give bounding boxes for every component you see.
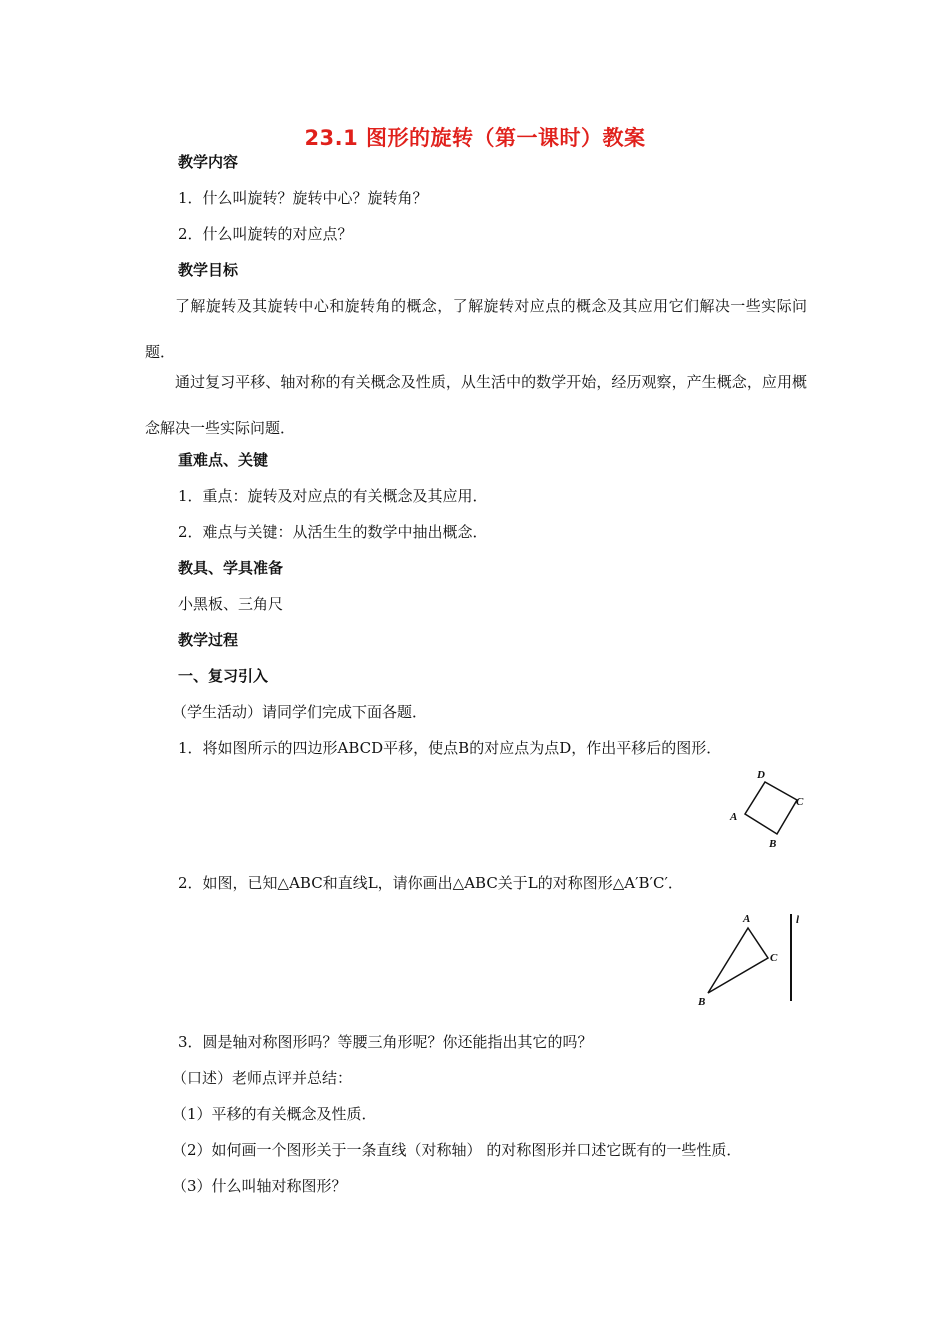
- heading-teaching-content: 教学内容: [178, 153, 239, 171]
- label-b: B: [769, 838, 777, 850]
- student-activity: （学生活动）请同学们完成下面各题．: [172, 703, 428, 721]
- question-3: 3．圆是轴对称图形吗？等腰三角形呢？你还能指出其它的吗？: [178, 1033, 593, 1051]
- heading-review: 一、复习引入: [178, 667, 269, 685]
- heading-key-points: 重难点、关键: [178, 451, 269, 469]
- content-item-1: 1．什么叫旋转？旋转中心？旋转角？: [178, 189, 428, 207]
- summary-intro: （口述）老师点评并总结：: [172, 1069, 353, 1087]
- tools-text: 小黑板、三角尺: [178, 595, 284, 613]
- question-2: 2．如图，已知△ABC和直线L，请你画出△ABC关于L的对称图形△A′B′C′．: [178, 874, 683, 892]
- heading-teaching-process: 教学过程: [178, 631, 239, 649]
- label-b2: B: [698, 996, 706, 1008]
- key-point-1: 1．重点：旋转及对应点的有关概念及其应用．: [178, 487, 488, 505]
- label-a2: A: [743, 913, 751, 925]
- heading-teaching-goals: 教学目标: [178, 261, 239, 279]
- label-c2: C: [770, 952, 778, 964]
- content-item-2: 2．什么叫旋转的对应点？: [178, 225, 353, 243]
- key-point-2: 2．难点与关键：从活生生的数学中抽出概念．: [178, 523, 488, 541]
- triangle-abc: [708, 928, 768, 993]
- goals-paragraph-2: 通过复习平移、轴对称的有关概念及性质，从生活中的数学开始，经历观察，产生概念，应用概念解决一些实际问题．: [145, 373, 807, 437]
- label-c: C: [796, 796, 804, 808]
- document-title: 23.1 图形的旋转（第一课时）教案: [304, 126, 646, 150]
- label-l: l: [796, 914, 800, 926]
- goals-paragraph-1: 了解旋转及其旋转中心和旋转角的概念，了解旋转对应点的概念及其应用它们解决一些实际问题．: [145, 297, 807, 361]
- label-a: A: [730, 811, 738, 823]
- summary-item-2: （2）如何画一个图形关于一条直线（对称轴） 的对称图形并口述它既有的一些性质．: [172, 1141, 742, 1159]
- quadrilateral-abcd: [745, 782, 797, 834]
- triangle-figure: [692, 910, 802, 1010]
- summary-item-1: （1）平移的有关概念及性质．: [172, 1105, 377, 1123]
- question-1: 1．将如图所示的四边形ABCD平移，使点B的对应点为点D，作出平移后的图形．: [178, 739, 722, 757]
- label-d: D: [757, 769, 765, 781]
- summary-item-3: （3）什么叫轴对称图形？: [172, 1177, 347, 1195]
- quadrilateral-figure: [725, 764, 815, 854]
- heading-tools: 教具、学具准备: [178, 559, 284, 577]
